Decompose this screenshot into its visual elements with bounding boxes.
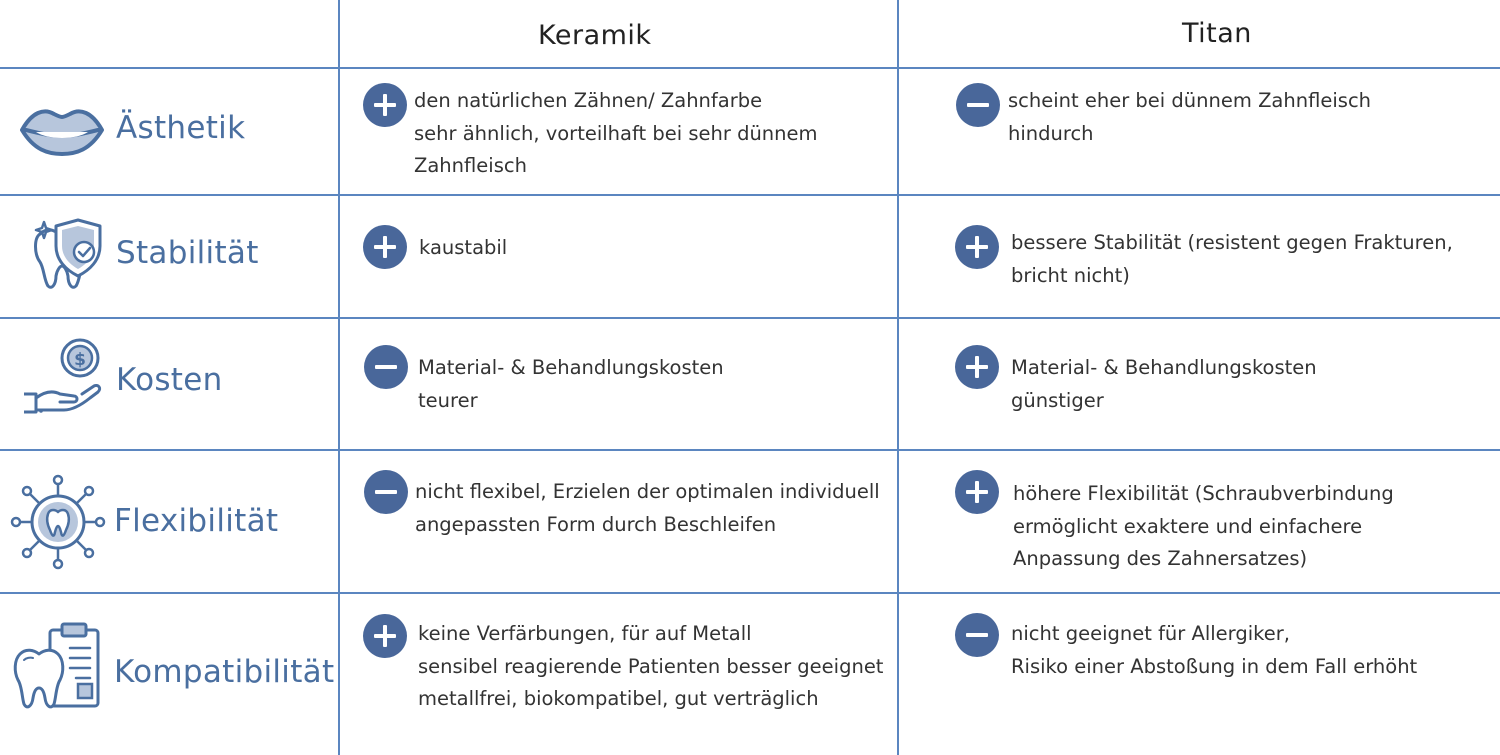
column-header-keramik: Keramik [538, 20, 652, 51]
row-label-aesthetik [116, 110, 245, 146]
grid-line [0, 592, 1500, 594]
cell-text: scheint eher bei dünnem Zahnfleisch hindurch [1008, 89, 1372, 145]
row-label-stabilitaet [116, 235, 259, 271]
minus-icon [956, 83, 1000, 127]
plus-icon [955, 345, 999, 389]
grid-line [0, 67, 1500, 69]
grid-line [338, 0, 340, 755]
row-label-kompatibilitaet [114, 654, 334, 690]
cell-text: Material- & Behandlungskosten günstiger [1011, 356, 1317, 412]
plus-icon [363, 225, 407, 269]
plus-icon [955, 225, 999, 269]
row-label-flexibilitaet [114, 503, 278, 539]
cell-text: keine Verfärbungen, für auf Metall sensibel reagierende Patienten besser geeignet metallfrei, biokompatibel, gut verträglich [418, 622, 884, 710]
column-header-titan: Titan [1182, 18, 1252, 49]
minus-icon [955, 613, 999, 657]
grid-line [897, 0, 899, 755]
cell-text: kaustabil [419, 236, 508, 259]
cell-text: bessere Stabilität (resistent gegen Frakturen, bricht nicht) [1011, 231, 1453, 287]
svg-text:$: $ [74, 350, 86, 370]
row-label-text: Ästhetik [116, 110, 246, 146]
row-label-text: Flexibilität [114, 503, 279, 539]
grid-line [0, 449, 1500, 451]
lips-icon [18, 104, 106, 162]
tooth-clipboard-icon [12, 620, 106, 716]
coin-hand-icon [20, 338, 104, 420]
minus-icon [364, 345, 408, 389]
cell-text: Material- & Behandlungskosten teurer [418, 356, 724, 412]
grid-line [0, 194, 1500, 196]
row-label-text: Kosten [116, 362, 223, 398]
row-label-kosten [116, 362, 223, 398]
plus-icon [955, 470, 999, 514]
grid-line [0, 317, 1500, 319]
plus-icon [363, 83, 407, 127]
row-label-text: Stabilität [116, 235, 259, 271]
minus-icon [364, 470, 408, 514]
cell-text: nicht geeignet für Allergiker, Risiko einer Abstoßung in dem Fall erhöht [1011, 622, 1418, 678]
cell-text: nicht flexibel, Erzielen der optimalen individuell angepassten Form durch Beschleifen [415, 480, 880, 536]
row-label-text: Kompatibilität [114, 654, 335, 690]
tooth-shield-icon [30, 214, 106, 294]
tooth-network-icon [10, 474, 106, 574]
plus-icon [363, 614, 407, 658]
cell-text: den natürlichen Zähnen/ Zahnfarbe sehr ähnlich, vorteilhaft bei sehr dünnem Zahnfleisch [414, 89, 818, 177]
cell-text: höhere Flexibilität (Schraubverbindung ermöglicht exaktere und einfachere Anpassung des Zahnersatzes) [1013, 482, 1394, 570]
